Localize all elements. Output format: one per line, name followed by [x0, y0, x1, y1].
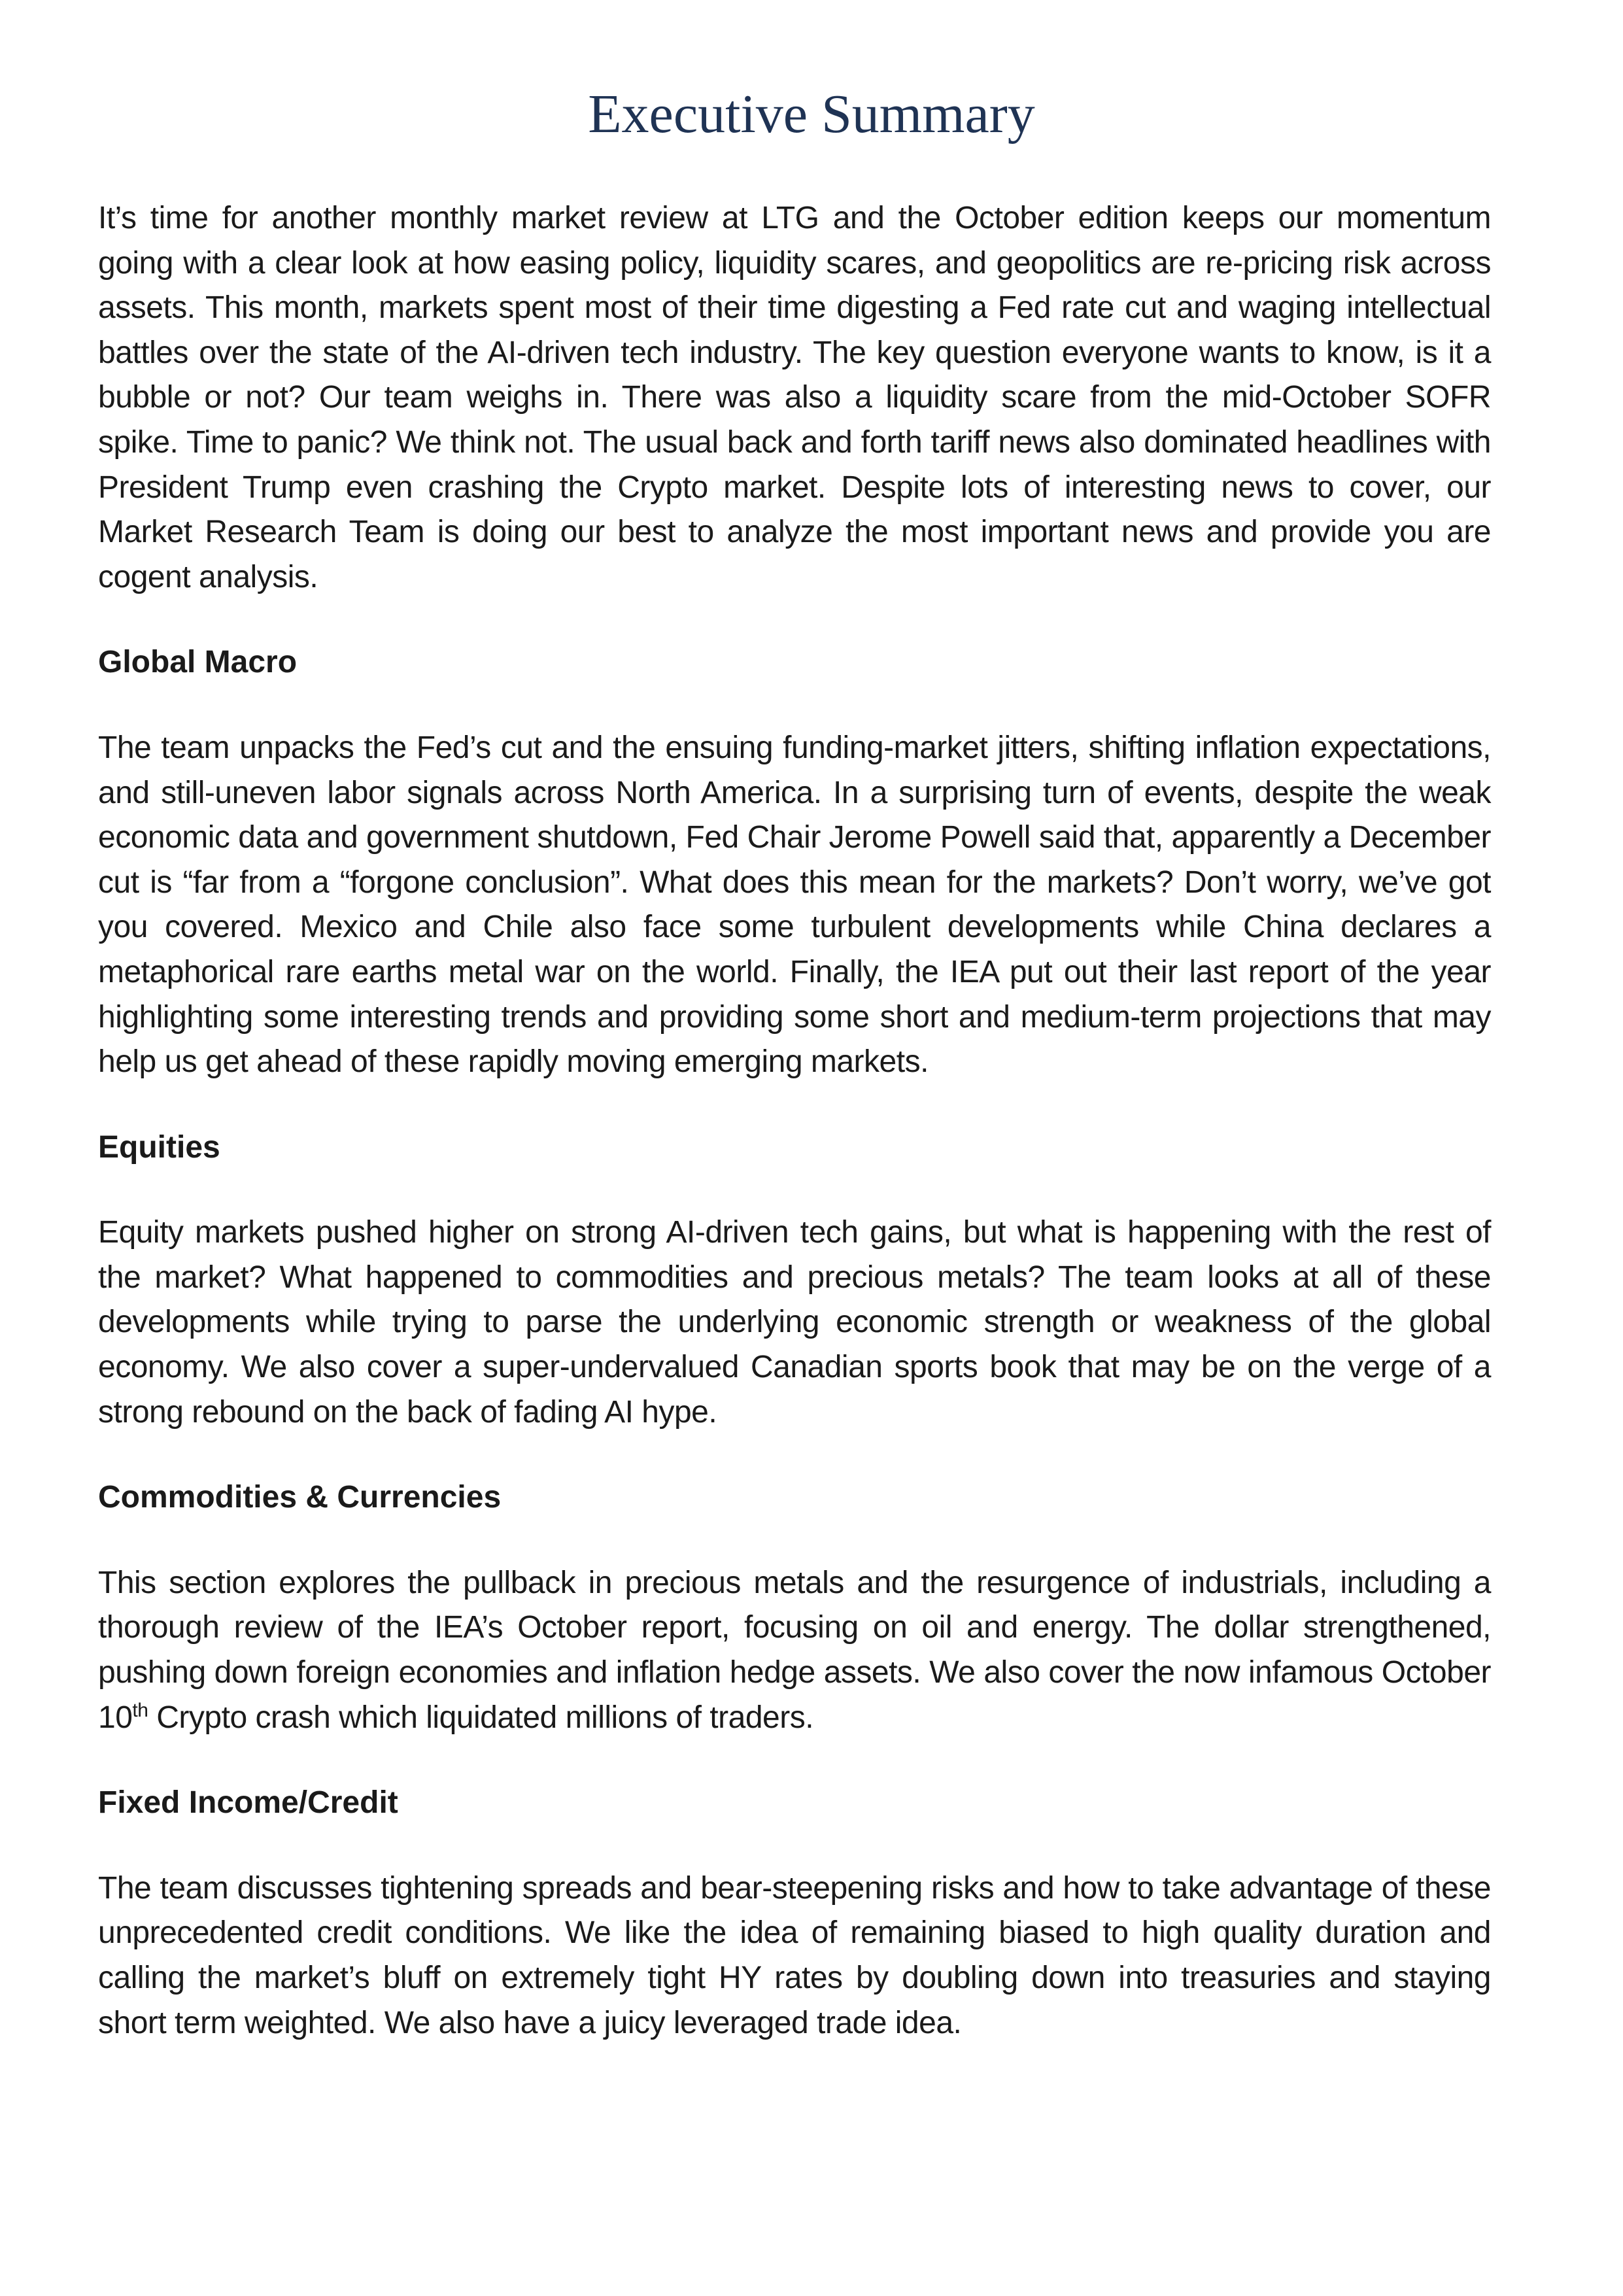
intro-paragraph: It’s time for another monthly market review at LTG and the October edition keeps our momentum going with a clear look at how easing policy, liquidity scares, and geopolitics are re-pricing risk across assets. This month, markets spent most of their time digesting a Fed rate cut and waging intellectual battles over the state of the AI-driven tech industry. The key question everyone wants to know, is it a bubble or not? Our team weighs in. There was also a liquidity scare from the mid-October SOFR spike. Time to panic? We think not. The usual back and forth tariff news also dominated headlines with President Trump even crashing the Crypto market. Despite lots of interesting news to cover, our Market Research Team is doing our best to analyze the most important news and provide you are cogent analysis.: [98, 201, 1491, 594]
ordinal-superscript: th: [132, 1699, 148, 1721]
document-body: [98, 196, 1491, 2046]
section-paragraph-global-macro: The team unpacks the Fed’s cut and the ensuing funding-market jitters, shifting inflation expectations, and still-uneven labor signals across North America. In a surprising turn of events, despite the weak economic data and government shutdown, Fed Chair Jerome Powell said that, apparently a December cut is “far from a “forgone conclusion”. What does this mean for the markets? Don’t worry, we’ve got you covered. Mexico and Chile also face some turbulent developments while China declares a metaphorical rare earths metal war on the world. Finally, the IEA put out their last report of the year highlighting some interesting trends and providing some short and medium-term projections that may help us get ahead of these rapidly moving emerging markets.: [98, 730, 1491, 1080]
section-paragraph-commodities: [98, 1561, 1491, 1740]
section-heading-global-macro: Global Macro: [98, 645, 298, 680]
commodities-text-after: Crypto crash which liquidated millions of traders.: [148, 1700, 814, 1735]
section-heading-commodities: Commodities & Currencies: [98, 1480, 502, 1515]
section-paragraph-fixed-income: The team discusses tightening spreads and bear-steepening risks and how to take advantage of these unprecedented credit conditions. We like the idea of remaining biased to high quality duration and calling the market’s bluff on extremely tight HY rates by doubling down into treasuries and staying short term weighted. We also have a juicy leveraged trade idea.: [98, 1870, 1491, 2040]
section-heading-equities: Equities: [98, 1129, 220, 1165]
section-paragraph-equities: Equity markets pushed higher on strong AI-driven tech gains, but what is happening with the rest of the market? What happened to commodities and precious metals? The team looks at all of these developments while trying to parse the underlying economic strength or weakness of the global economy. We also cover a super-undervalued Canadian sports book that may be on the verge of a strong rebound on the back of fading AI hype.: [98, 1215, 1491, 1430]
page-title: Executive Summary: [588, 84, 1035, 145]
section-heading-fixed-income: Fixed Income/Credit: [98, 1785, 398, 1821]
commodities-text-before: This section explores the pullback in precious metals and the resurgence of industrials, including a thorough review of the IEA’s October report, focusing on oil and energy. The dollar strengthened, pushing down foreign economies and inflation hedge assets. We also cover the now infamous October 10: [98, 1565, 1491, 1735]
